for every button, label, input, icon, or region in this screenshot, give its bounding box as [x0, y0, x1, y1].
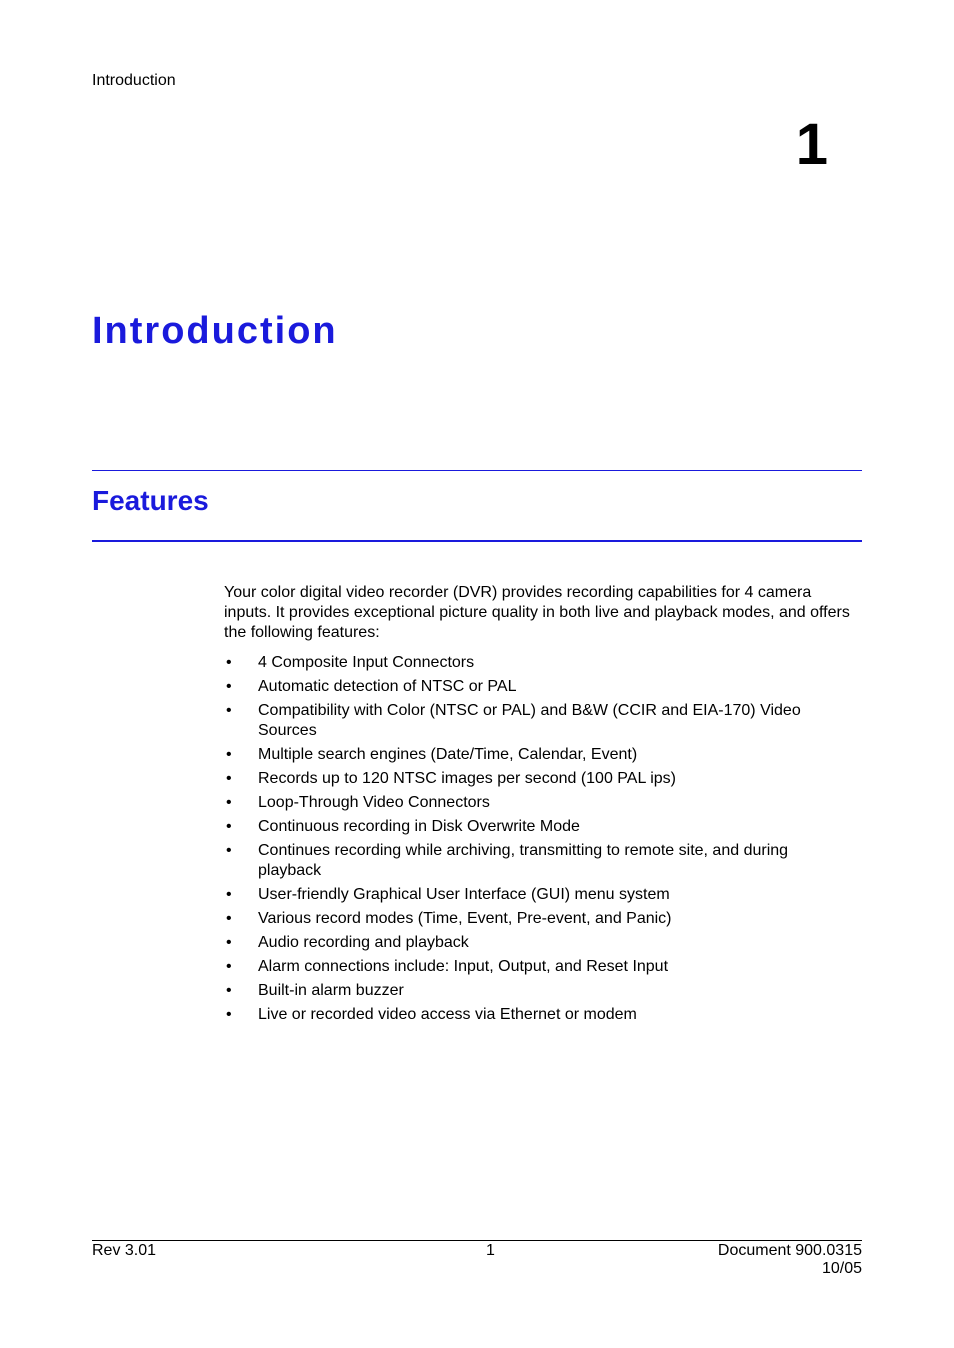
- bullet-icon: •: [226, 770, 232, 787]
- list-item-text: Records up to 120 NTSC images per second (100 PAL ips): [258, 770, 676, 787]
- chapter-title: Introduction: [92, 310, 338, 352]
- list-item: [224, 933, 854, 953]
- footer-document-info: [718, 1242, 862, 1278]
- footer-date: 10/05: [821, 1260, 862, 1277]
- list-item: [224, 745, 854, 765]
- bullet-icon: •: [226, 818, 232, 835]
- bullet-icon: •: [226, 654, 232, 671]
- footer-document-number: Document 900.0315: [717, 1242, 862, 1259]
- list-item-text: Continuous recording in Disk Overwrite Mode: [258, 818, 580, 835]
- chapter-number: 1: [795, 112, 828, 177]
- bullet-icon: •: [226, 794, 232, 811]
- bullet-icon: •: [226, 1006, 232, 1023]
- list-item-text: Alarm connections include: Input, Output, and Reset Input: [258, 958, 669, 975]
- list-item-text: Audio recording and playback: [258, 934, 469, 951]
- bullet-icon: •: [226, 746, 232, 763]
- feature-list: [224, 653, 854, 1029]
- list-item-text: 4 Composite Input Connectors: [258, 654, 475, 671]
- list-item: [224, 981, 854, 1001]
- list-item: [224, 885, 854, 905]
- list-item: [224, 677, 854, 697]
- list-item-text: Live or recorded video access via Ethernet or modem: [258, 1006, 637, 1023]
- bullet-icon: •: [226, 678, 232, 695]
- list-item: [224, 1005, 854, 1025]
- section-rule-top: [92, 470, 862, 471]
- bullet-icon: •: [226, 702, 232, 719]
- list-item: [224, 793, 854, 813]
- list-item: [224, 841, 854, 881]
- list-item-text: Built-in alarm buzzer: [258, 982, 404, 999]
- footer-revision: Rev 3.01: [92, 1242, 157, 1259]
- bullet-icon: •: [226, 910, 232, 927]
- list-item: [224, 957, 854, 977]
- bullet-icon: •: [226, 886, 232, 903]
- running-header: Introduction: [92, 72, 176, 89]
- list-item-text: Multiple search engines (Date/Time, Calendar, Event): [258, 746, 638, 763]
- bullet-icon: •: [226, 934, 232, 951]
- list-item-text: User-friendly Graphical User Interface (GUI) menu system: [258, 886, 670, 903]
- list-item-text: Compatibility with Color (NTSC or PAL) and B&W (CCIR and EIA-170) Video Sources: [258, 702, 801, 739]
- section-title: Features: [92, 485, 209, 516]
- list-item-text: Automatic detection of NTSC or PAL: [258, 678, 517, 695]
- list-item: [224, 769, 854, 789]
- list-item-text: Loop-Through Video Connectors: [258, 794, 490, 811]
- bullet-icon: •: [226, 982, 232, 999]
- section-rule-bottom: [92, 540, 862, 542]
- list-item-text: Continues recording while archiving, transmitting to remote site, and during playback: [258, 842, 789, 879]
- list-item: [224, 701, 854, 741]
- list-item-text: Various record modes (Time, Event, Pre-event, and Panic): [258, 910, 672, 927]
- intro-paragraph: Your color digital video recorder (DVR) provides recording capabilities for 4 camera inputs. It provides exceptional picture quality in both live and playback modes, and offers the following features:: [224, 584, 850, 641]
- bullet-icon: •: [226, 842, 232, 859]
- list-item: [224, 653, 854, 673]
- footer-page-number: 1: [486, 1242, 495, 1259]
- list-item: [224, 817, 854, 837]
- list-item: [224, 909, 854, 929]
- footer-rule: [92, 1240, 862, 1241]
- bullet-icon: •: [226, 958, 232, 975]
